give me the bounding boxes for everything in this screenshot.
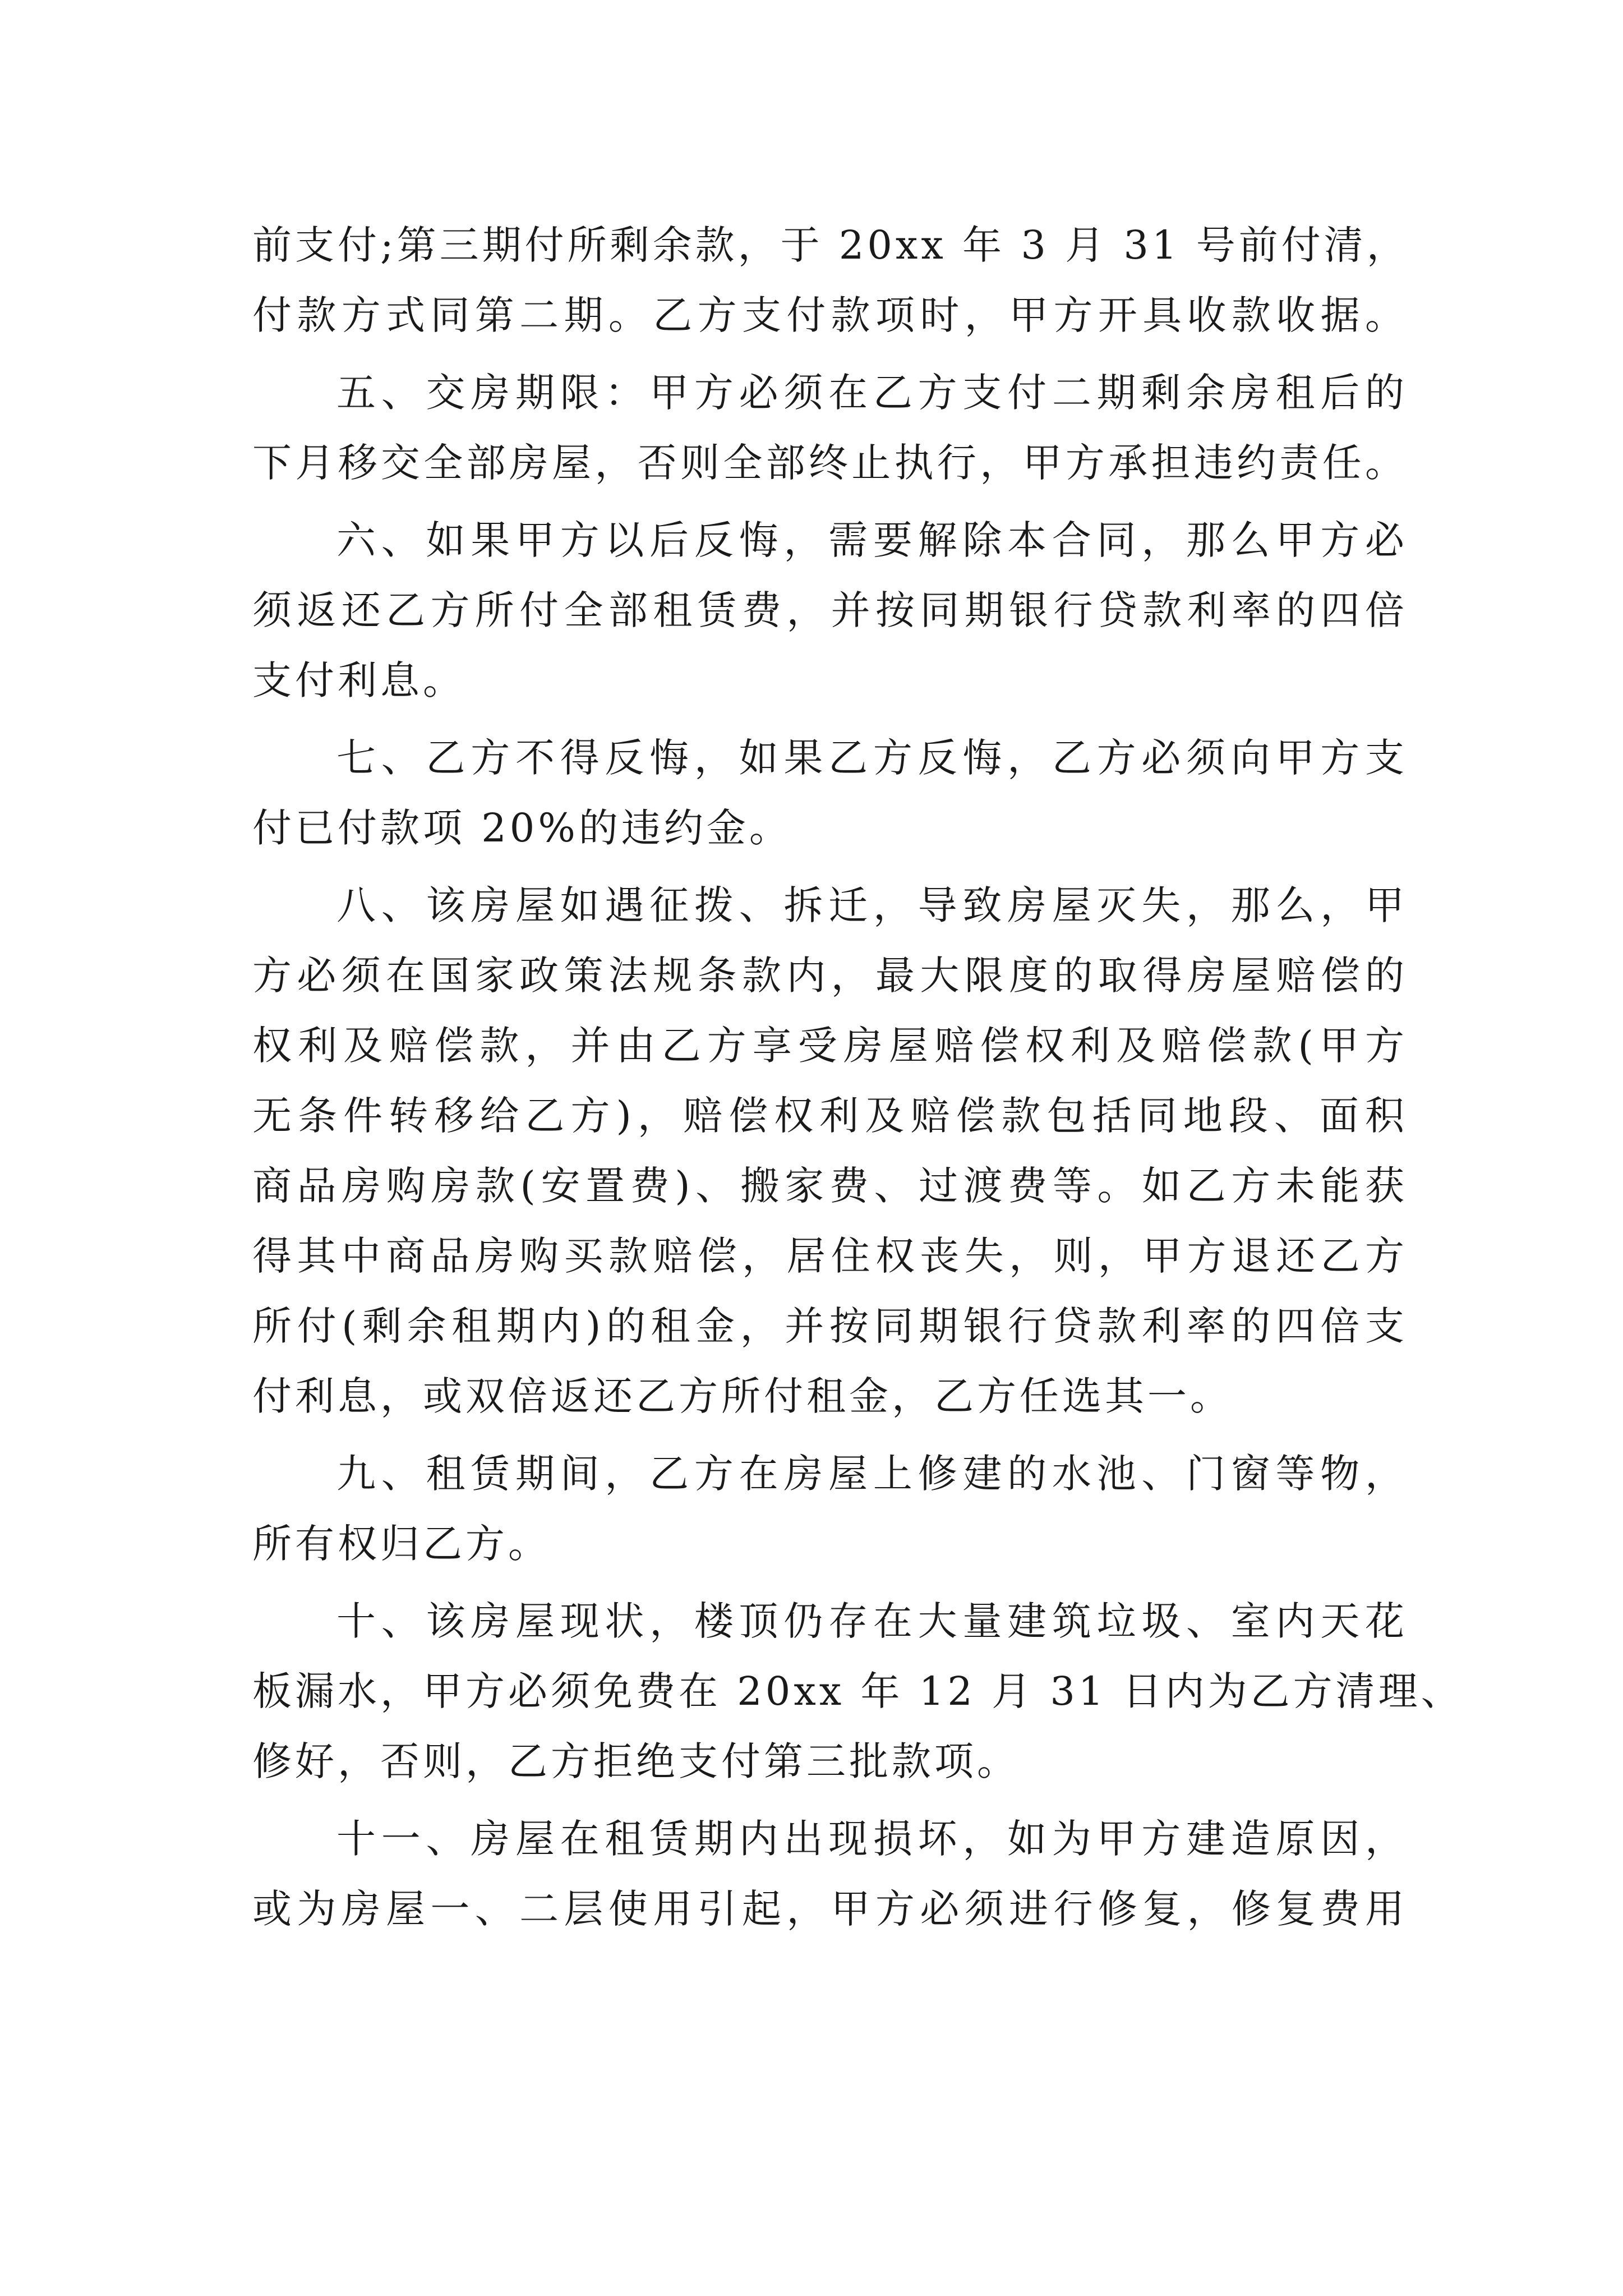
- paragraph-gap: [252, 1797, 1408, 1804]
- text-line: 付已付款项 20%的违约金。: [252, 805, 792, 851]
- text-line: 所付(剩余租期内)的租金，并按同期银行贷款利率的四倍支: [252, 1303, 1408, 1349]
- text-line: 下月移交全部房屋，否则全部终止执行，甲方承担违约责任。: [252, 440, 1408, 486]
- text-line: 须返还乙方所付全部租赁费，并按同期银行贷款利率的四倍: [252, 587, 1408, 633]
- text-line: 付利息，或双倍返还乙方所付租金，乙方任选其一。: [252, 1373, 1233, 1419]
- paragraph-gap: [252, 1579, 1408, 1586]
- text-line: 得其中商品房购买款赔偿，居住权丧失，则，甲方退还乙方: [252, 1233, 1408, 1279]
- clause-9-line: 九、租赁期间，乙方在房屋上修建的水池、门窗等物，: [336, 1451, 1408, 1497]
- text-line: 前支付;第三期付所剩余款，于 20xx 年 3 月 31 号前付清，: [252, 222, 1409, 268]
- clause-5-line: 五、交房期限：甲方必须在乙方支付二期剩余房租后的: [336, 370, 1408, 416]
- text-line: 权利及赔偿款，并由乙方享受房屋赔偿权利及赔偿款(甲方: [252, 1023, 1408, 1069]
- text-line: 商品房购房款(安置费)、搬家费、过渡费等。如乙方未能获: [252, 1163, 1408, 1209]
- clause-6-line: 六、如果甲方以后反悔，需要解除本合同，那么甲方必: [336, 517, 1408, 563]
- paragraph-gap: [252, 1432, 1408, 1439]
- text-line: 付款方式同第二期。乙方支付款项时，甲方开具收款收据。: [252, 292, 1408, 338]
- paragraph-gap: [252, 716, 1408, 723]
- contract-body-text: [252, 210, 1464, 1944]
- text-line: 或为房屋一、二层使用引起，甲方必须进行修复，修复费用: [252, 1886, 1408, 1932]
- clause-10-line: 十、该房屋现状，楼顶仍存在大量建筑垃圾、室内天花: [336, 1598, 1408, 1644]
- text-line: 所有权归乙方。: [252, 1521, 551, 1567]
- text-line: 方必须在国家政策法规条款内，最大限度的取得房屋赔偿的: [252, 953, 1408, 999]
- text-line: 支付利息。: [252, 657, 465, 703]
- clause-7-line: 七、乙方不得反悔，如果乙方反悔，乙方必须向甲方支: [336, 735, 1408, 781]
- paragraph-gap: [252, 498, 1408, 505]
- text-line: 无条件转移给乙方)，赔偿权利及赔偿款包括同地段、面积: [252, 1093, 1408, 1139]
- clause-8-line: 八、该房屋如遇征拨、拆迁，导致房屋灭失，那么，甲: [336, 882, 1408, 928]
- text-line: 板漏水，甲方必须免费在 20xx 年 12 月 31 日内为乙方清理、: [252, 1668, 1464, 1714]
- text-line: 修好，否则，乙方拒绝支付第三批款项。: [252, 1738, 1020, 1784]
- clause-11-line: 十一、房屋在租赁期内出现损坏，如为甲方建造原因，: [336, 1816, 1408, 1862]
- paragraph-gap: [252, 863, 1408, 871]
- paragraph-gap: [252, 351, 1408, 358]
